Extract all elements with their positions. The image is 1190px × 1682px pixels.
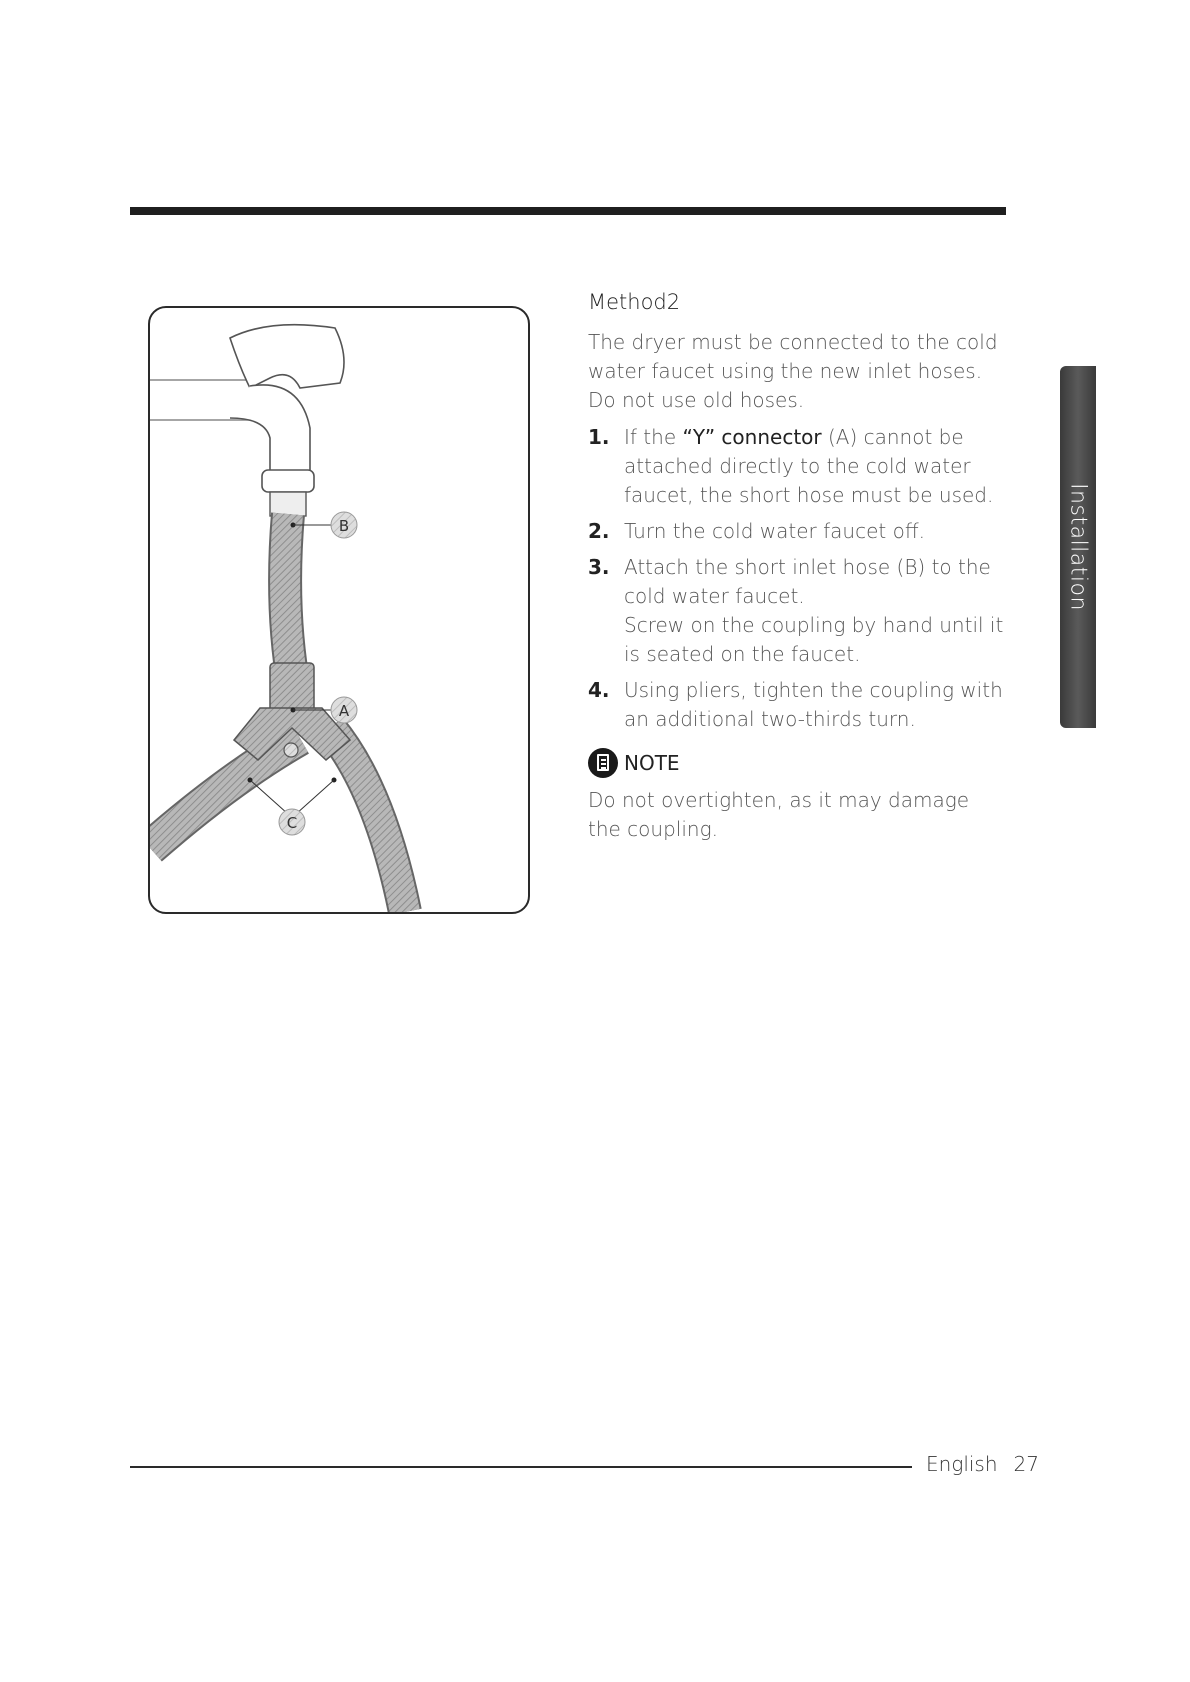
note-label: NOTE	[624, 751, 680, 775]
y-connector-term: “Y” connector	[682, 425, 822, 449]
method-title: Method2	[588, 290, 681, 314]
bottom-rule	[130, 1466, 912, 1468]
step-text: Turn the cold water faucet off.	[624, 519, 925, 543]
step-number: 4.	[588, 678, 610, 702]
section-tab-label: Installation	[1065, 483, 1091, 611]
note-document-icon	[588, 748, 618, 778]
list-item	[588, 676, 1008, 734]
step-number: 1.	[588, 425, 610, 449]
callout-c-label: C	[286, 814, 298, 832]
page-number: 27	[1013, 1452, 1039, 1476]
footer-language: English	[926, 1452, 998, 1476]
list-item	[588, 517, 1008, 546]
callout-a-label: A	[338, 702, 350, 720]
step-number: 2.	[588, 519, 610, 543]
top-rule	[130, 207, 1006, 215]
steps-list	[588, 423, 1008, 734]
step-text: Attach the short inlet hose (B) to the cold water faucet.	[624, 555, 991, 608]
list-item	[588, 423, 1008, 510]
step-text-continued: Screw on the coupling by hand until it is seated on the faucet.	[624, 613, 1004, 666]
intro-paragraph: The dryer must be connected to the cold water faucet using the new inlet hoses. Do not use old hoses.	[588, 330, 998, 412]
list-item	[588, 553, 1008, 669]
callout-a-icon	[331, 697, 357, 723]
page-footer	[926, 1452, 1039, 1476]
step-text: Using pliers, tighten the coupling with an additional two-thirds turn.	[624, 678, 1003, 731]
callout-b-icon	[331, 512, 357, 538]
step-number: 3.	[588, 555, 610, 579]
section-tab	[1060, 366, 1096, 728]
instructions	[588, 290, 1008, 844]
faucet-hose-illustration	[148, 306, 530, 914]
callout-c-icon	[279, 809, 305, 835]
step-text: If the “Y” connector (A) cannot be attached directly to the cold water faucet, the short hose must be used.	[624, 425, 994, 507]
note-header	[588, 748, 1008, 778]
note-text: Do not overtighten, as it may damage the coupling.	[588, 788, 970, 841]
callout-b-label: B	[338, 517, 350, 535]
